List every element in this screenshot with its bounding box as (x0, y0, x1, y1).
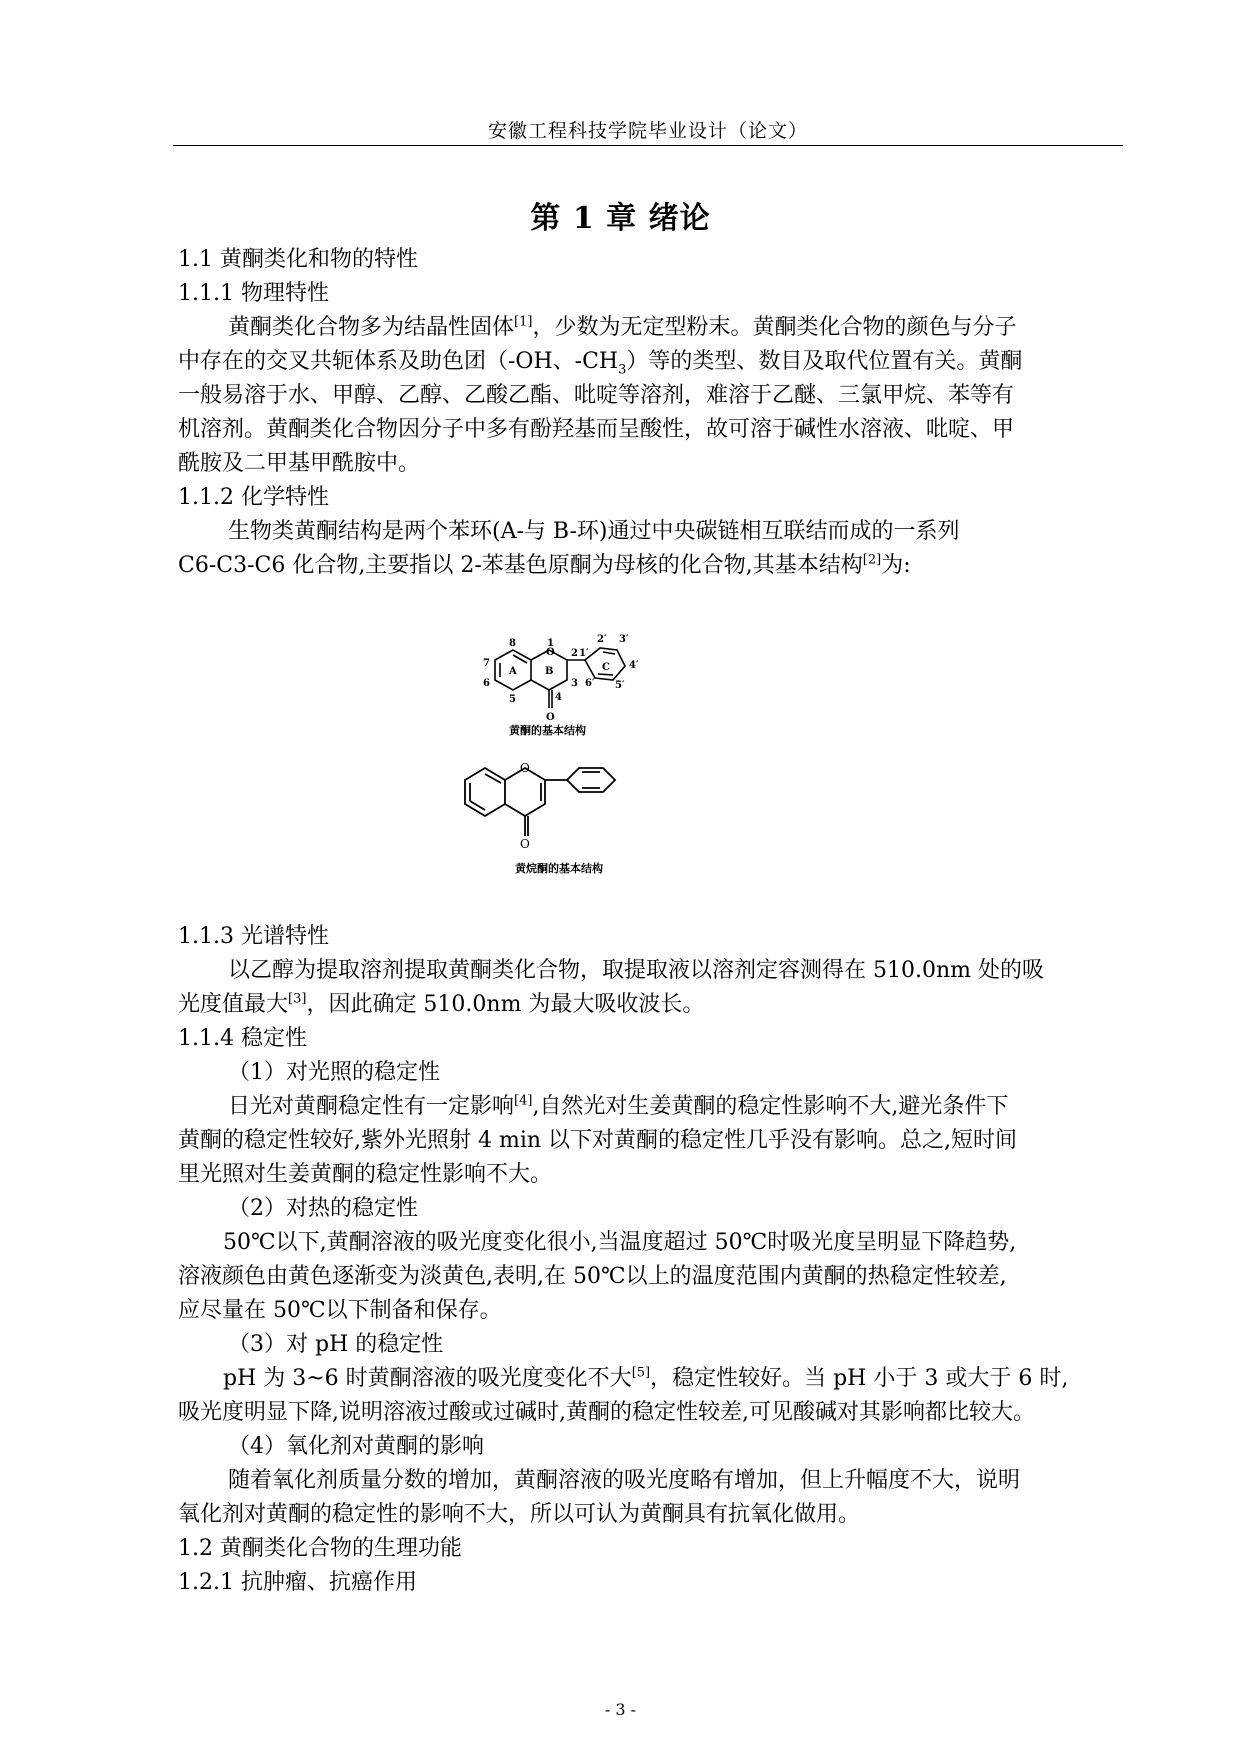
text-line: 50℃以下,黄酮溶液的吸光度变化很小,当温度超过 50℃时吸光度呈明显下降趋势, (223, 1230, 1017, 1255)
paragraph-ph (178, 1362, 1123, 1430)
atom-label: 8 (509, 638, 516, 649)
text-line: 应尽量在 50℃以下制备和保存。 (178, 1298, 502, 1323)
subheading-oxidant: （4）氧化剂对黄酮的影响 (228, 1434, 484, 1459)
header-rule (173, 145, 1123, 146)
section-heading-1-1: 1.1 黄酮类化和物的特性 (178, 247, 418, 272)
paragraph-spectral (178, 954, 1123, 1022)
citation: [5] (631, 1365, 651, 1381)
atom-label: 4′ (629, 660, 639, 671)
atom-label: O (546, 712, 555, 723)
text-line: 以乙醇为提取溶剂提取黄酮类化合物，取提取液以溶剂定容测得在 510.0nm 处的吸 (228, 958, 1045, 983)
atom-label: 3 (571, 678, 578, 689)
citation: [2] (862, 552, 882, 568)
atom-label: 5′ (615, 680, 625, 691)
atom-label: 5 (509, 694, 516, 705)
section-heading-1-1-3: 1.1.3 光谱特性 (178, 924, 329, 949)
page-number: - 3 - (604, 1700, 637, 1719)
atom-label: O (520, 837, 530, 851)
subheading-ph: （3）对 pH 的稳定性 (228, 1332, 444, 1357)
text-line: 日光对黄酮稳定性有一定影响[4],自然光对生姜黄酮的稳定性影响不大,避光条件下 (228, 1093, 1009, 1119)
atom-label: 6 (483, 678, 490, 689)
figure-caption-1: 黄酮的基本结构 (509, 724, 586, 737)
chapter-title: 第 1 章 绪论 (530, 201, 711, 236)
atom-label: O (546, 647, 555, 658)
section-heading-1-2-1: 1.2.1 抗肿瘤、抗癌作用 (178, 1570, 417, 1595)
atom-label: 7 (483, 658, 490, 669)
atom-label: 1 (547, 638, 554, 649)
flavone-structure-figure (483, 600, 765, 890)
text-line: 溶液颜色由黄色逐渐变为淡黄色,表明,在 50℃以上的温度范围内黄酮的热稳定性较差, (178, 1264, 1007, 1289)
text-line: 生物类黄酮结构是两个苯环(A-与 B-环)通过中央碳链相互联结而成的一系列 (228, 519, 960, 544)
section-heading-1-2: 1.2 黄酮类化合物的生理功能 (178, 1536, 462, 1561)
text-line: 中存在的交叉共轭体系及助色团（-OH、$-CH_3$）等的类型、数目及取代位置有关。黄酮 (178, 349, 1023, 378)
paragraph-oxidant (178, 1464, 1123, 1532)
text-line: 酰胺及二甲基甲酰胺中。 (178, 451, 421, 476)
atom-label: 3′ (619, 634, 629, 645)
text-line: 里光照对生姜黄酮的稳定性影响不大。 (178, 1162, 553, 1187)
subheading-heat: （2）对热的稳定性 (228, 1196, 418, 1221)
paragraph-light (178, 1090, 1123, 1192)
atom-label: B (545, 666, 554, 677)
running-header: 安徽工程科技学院毕业设计（论文） (487, 120, 808, 142)
atom-label: O (520, 761, 530, 775)
atom-label: 2 (571, 648, 578, 659)
text-line: 黄酮的稳定性较好,紫外光照射 4 min 以下对黄酮的稳定性几乎没有影响。总之,短时间 (178, 1128, 1018, 1153)
atom-label: 4 (555, 692, 562, 703)
section-heading-1-1-1: 1.1.1 物理特性 (178, 281, 329, 306)
subheading-light: （1）对光照的稳定性 (228, 1060, 440, 1085)
text-line: 吸光度明显下降,说明溶液过酸或过碱时,黄酮的稳定性较差,可见酸碱对其影响都比较大。 (178, 1400, 1035, 1425)
text-line: 一般易溶于水、甲醇、乙醇、乙酸乙酯、吡啶等溶剂，难溶于乙醚、三氯甲烷、苯等有 (178, 383, 1015, 408)
body-text-lower (178, 920, 1123, 1600)
citation: [4] (514, 1093, 533, 1109)
paragraph-physical-properties (178, 311, 1123, 481)
text-line: pH 为 3~6 时黄酮溶液的吸光度变化不大[5]，稳定性较好。当 pH 小于 3 或大于 6 时, (223, 1365, 1069, 1391)
citation: [3] (288, 991, 307, 1007)
text-line: 机溶剂。黄酮类化合物因分子中多有酚羟基而呈酸性，故可溶于碱性水溶液、吡啶、甲 (178, 417, 1015, 442)
atom-label: 2′ (597, 634, 607, 645)
figure-caption-2: 黄烷酮的基本结构 (515, 862, 603, 875)
section-heading-1-1-2: 1.1.2 化学特性 (178, 485, 329, 510)
atom-label: C (602, 662, 610, 673)
atom-label: A (509, 666, 517, 677)
text-line: C6-C3-C6 化合物,主要指以 2-苯基色原酮为母核的化合物,其基本结构[2]为: (178, 552, 911, 578)
structure-drawing (483, 600, 765, 890)
text-line: 黄酮类化合物多为结晶性固体[1]，少数为无定型粉末。黄酮类化合物的颜色与分子 (228, 314, 1017, 340)
text-line: 氧化剂对黄酮的稳定性的影响不大，所以可认为黄酮具有抗氧化做用。 (178, 1502, 861, 1527)
section-heading-1-1-4: 1.1.4 稳定性 (178, 1026, 307, 1051)
paragraph-chemical-properties (178, 515, 1123, 583)
atom-label: 6′ (585, 678, 595, 689)
body-text-upper (178, 243, 1123, 583)
text-line: 随着氧化剂质量分数的增加，黄酮溶液的吸光度略有增加，但上升幅度不大，说明 (228, 1468, 1021, 1493)
text-line: 光度值最大[3]，因此确定 510.0nm 为最大吸收波长。 (178, 991, 705, 1017)
paragraph-heat (178, 1226, 1123, 1328)
atom-label: 1′ (579, 648, 589, 659)
citation: [1] (514, 314, 533, 330)
